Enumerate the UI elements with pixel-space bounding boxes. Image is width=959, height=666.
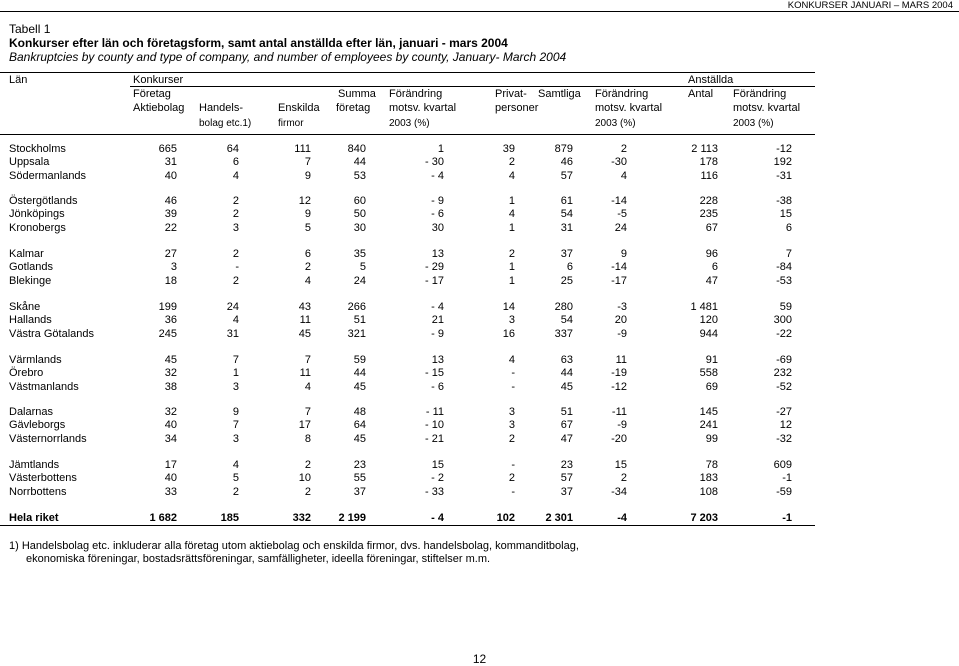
table-cell: 64 [226, 143, 239, 155]
table-cell: - 6 [431, 208, 444, 221]
col-header-enskilda: Enskilda [278, 102, 320, 114]
title-block [9, 22, 566, 64]
row-label: Jämtlands [9, 459, 60, 471]
table-cell: 45 [560, 380, 573, 393]
row-label: Kalmar [9, 248, 44, 260]
table-cell: 3 [508, 314, 515, 327]
table-cell: 11 [615, 354, 627, 366]
table-cell: 16 [502, 327, 515, 340]
table-cell: 44 [560, 367, 573, 380]
table-cell: -12 [611, 380, 627, 393]
table-cell: 4 [508, 208, 515, 221]
table-cell: 120 [699, 314, 718, 327]
col-header-year-3: 2003 (%) [733, 118, 774, 129]
footnote [9, 540, 579, 566]
table-cell: 14 [502, 301, 515, 313]
row-label: Kronobergs [9, 221, 66, 234]
table-cell: -52 [776, 380, 792, 393]
table-cell: 53 [353, 169, 366, 182]
table-cell: - 33 [425, 485, 444, 498]
table-cell: - 9 [431, 327, 444, 340]
table-cell: 51 [560, 406, 573, 418]
table-cell: -34 [611, 485, 627, 498]
table-cell: 67 [705, 221, 718, 234]
col-header-handels-2: bolag etc.1) [199, 118, 252, 129]
table-cell: 2 301 [545, 512, 573, 524]
row-label: Hallands [9, 314, 52, 327]
table-cell: 7 [304, 406, 311, 418]
table-cell: 2 [304, 485, 311, 498]
row-label: Södermanlands [9, 169, 87, 182]
table-cell: 13 [431, 354, 444, 366]
table-cell: 54 [560, 314, 573, 327]
table-cell: 178 [699, 156, 718, 169]
table-cell: -14 [611, 195, 627, 207]
table-cell: 40 [164, 169, 177, 182]
table-cell: -1 [782, 512, 792, 524]
table-cell: 60 [353, 195, 366, 207]
table-cell: 17 [164, 459, 177, 471]
table-cell: - [511, 459, 515, 471]
table-cell: 55 [353, 472, 366, 485]
table-cell: 6 [566, 261, 573, 274]
table-cell: - 29 [425, 261, 444, 274]
table-cell: - 4 [431, 169, 444, 182]
table-cell: - [511, 485, 515, 498]
table-cell: 33 [164, 485, 177, 498]
table-cell: 944 [699, 327, 718, 340]
table-cell: 57 [560, 472, 573, 485]
table-title-sv: Konkurser efter län och företagsform, samt antal anställda efter län, januari - mars 2004 [9, 36, 508, 50]
table-cell: 22 [164, 221, 177, 234]
table-cell: 2 [232, 274, 239, 287]
table-cell: -9 [617, 327, 627, 340]
table-cell: 24 [226, 301, 239, 313]
row-label: Dalarnas [9, 406, 54, 418]
table-cell: 7 [304, 354, 311, 366]
table-cell: 6 [711, 261, 718, 274]
table-cell: 45 [353, 380, 366, 393]
table-cell: -32 [776, 432, 792, 445]
table-cell: 2 113 [691, 143, 718, 155]
table-cell: -19 [611, 367, 627, 380]
table-cell: - [235, 261, 239, 274]
table-cell: -69 [776, 354, 792, 366]
table-cell: 4 [304, 274, 311, 287]
table-cell: 45 [164, 354, 177, 366]
table-cell: 5 [232, 472, 239, 485]
table-cell: 11 [299, 314, 311, 327]
table-cell: 46 [164, 195, 177, 207]
table-cell: 45 [298, 327, 311, 340]
table-cell: -59 [776, 485, 792, 498]
table-cell: - 15 [425, 367, 444, 380]
table-cell: 37 [560, 248, 573, 260]
table-cell: - 30 [425, 156, 444, 169]
table-cell: 4 [508, 354, 515, 366]
table-cell: 38 [164, 380, 177, 393]
table-cell: 1 [508, 221, 515, 234]
table-cell: 4 [304, 380, 311, 393]
page-number: 12 [472, 652, 487, 666]
table-cell: 39 [164, 208, 177, 221]
table-cell: 2 [232, 248, 239, 260]
table-cell: 59 [779, 301, 792, 313]
col-header-motsv-3: motsv. kvartal [733, 102, 801, 114]
col-header-year-2: 2003 (%) [595, 118, 636, 129]
row-label: Norrbottens [9, 485, 67, 498]
col-header-lan: Län [9, 74, 28, 86]
table-cell: 64 [353, 419, 366, 432]
table-cell: 25 [560, 274, 573, 287]
col-header-personer: personer [495, 102, 539, 114]
col-header-privat: Privat- [495, 88, 527, 100]
table-cell: 36 [164, 314, 177, 327]
table-cell: 57 [560, 169, 573, 182]
col-header-summa: Summa [338, 88, 376, 100]
table-cell: -1 [782, 472, 792, 485]
col-header-antal: Antal [688, 88, 714, 100]
table-cell: 2 [620, 143, 627, 155]
table-cell: 30 [431, 221, 444, 234]
table-cell: - 11 [425, 406, 444, 418]
table-cell: 2 [304, 261, 311, 274]
table-cell: 266 [347, 301, 366, 313]
table-cell: 337 [554, 327, 573, 340]
table-cell: 3 [508, 406, 515, 418]
table-cell: 20 [614, 314, 627, 327]
table-cell: 2 [232, 195, 239, 207]
col-header-year-1: 2003 (%) [389, 118, 430, 129]
table-cell: - 4 [431, 512, 444, 524]
table-cell: 34 [164, 432, 177, 445]
table-cell: 111 [294, 143, 311, 155]
table-cell: 228 [699, 195, 718, 207]
table-cell: -53 [776, 274, 792, 287]
table-cell: -30 [611, 156, 627, 169]
row-label: Västernorrlands [9, 432, 87, 445]
table-cell: 6 [232, 156, 239, 169]
table-cell: 7 203 [690, 512, 718, 524]
table-cell: 9 [620, 248, 627, 260]
col-header-motsv-1: motsv. kvartal [389, 102, 457, 114]
table-cell: 46 [560, 156, 573, 169]
table-cell: 15 [779, 208, 792, 221]
table-cell: 3 [232, 432, 239, 445]
table-cell: 2 [304, 459, 311, 471]
table-cell: 1 [508, 195, 515, 207]
table-cell: 1 [508, 274, 515, 287]
table-cell: 47 [705, 274, 718, 287]
table-cell: 37 [560, 485, 573, 498]
table-bottom-rule [0, 525, 815, 526]
table-cell: 665 [158, 143, 177, 155]
table-cell: 15 [614, 459, 627, 471]
table-cell: - 10 [425, 419, 444, 432]
table-cell: -17 [611, 274, 627, 287]
table-cell: 232 [773, 367, 792, 380]
table-cell: 27 [164, 248, 177, 260]
table-cell: 6 [304, 248, 311, 260]
table-cell: 18 [164, 274, 177, 287]
table-cell: 840 [347, 143, 366, 155]
table-cell: 50 [353, 208, 366, 221]
table-cell: 15 [431, 459, 444, 471]
table-cell: 4 [232, 169, 239, 182]
table-cell: 332 [292, 512, 311, 524]
table-cell: 61 [560, 195, 573, 207]
table-cell: 67 [560, 419, 573, 432]
table-cell: 1 [437, 143, 444, 155]
table-top-rule [0, 72, 815, 73]
row-label: Gotlands [9, 261, 54, 274]
running-header-text: KONKURSER JANUARI – MARS 2004 [787, 0, 953, 11]
table-cell: 31 [560, 221, 573, 234]
table-cell: 8 [304, 432, 311, 445]
table-cell: 116 [700, 169, 718, 182]
table-cell: 4 [232, 314, 239, 327]
table-cell: 4 [508, 169, 515, 182]
table-cell: 59 [353, 354, 366, 366]
table-cell: 32 [164, 406, 177, 418]
table-cell: 102 [496, 512, 515, 524]
table-cell: 609 [773, 459, 792, 471]
table-cell: 12 [298, 195, 311, 207]
table-cell: - 9 [431, 195, 444, 207]
table-cell: -31 [776, 169, 792, 182]
table-cell: 5 [359, 261, 366, 274]
footnote-line-2: ekonomiska föreningar, bostadsrättsföreningar, samfälligheter, ideella föreningar, stiftelser m.m. [26, 553, 491, 565]
table-cell: 24 [614, 221, 627, 234]
table-cell: 3 [170, 261, 177, 274]
table-cell: 185 [220, 512, 239, 524]
table-cell: 4 [620, 169, 627, 182]
table-cell: 280 [554, 301, 573, 313]
table-cell: 2 [508, 248, 515, 260]
table-cell: 321 [347, 327, 366, 340]
row-label: Örebro [9, 367, 44, 380]
table-cell: 2 [232, 485, 239, 498]
row-label: Stockholms [9, 143, 66, 155]
row-label: Västmanlands [9, 380, 79, 393]
table-cell: 199 [158, 301, 177, 313]
table-cell: 17 [298, 419, 311, 432]
table-cell: 5 [304, 221, 311, 234]
row-label: Västerbottens [9, 472, 77, 485]
row-label: Hela riket [9, 512, 59, 524]
row-label: Östergötlands [9, 195, 78, 207]
table-cell: 12 [779, 419, 792, 432]
table-cell: 1 682 [149, 512, 177, 524]
col-header-aktiebolag: Aktiebolag [133, 102, 185, 114]
table-cell: 7 [232, 354, 239, 366]
table-cell: 2 [508, 432, 515, 445]
table-cell: - [511, 380, 515, 393]
table-cell: 9 [304, 208, 311, 221]
table-cell: 2 199 [338, 512, 366, 524]
row-label: Jönköpings [9, 208, 65, 221]
table-cell: 91 [705, 354, 718, 366]
table-cell: 7 [304, 156, 311, 169]
col-header-handels: Handels- [199, 102, 244, 114]
table-cell: 24 [353, 274, 366, 287]
table-cell: 2 [508, 472, 515, 485]
table-cell: 300 [773, 314, 792, 327]
row-label: Västra Götalands [9, 327, 94, 340]
table-cell: 23 [353, 459, 366, 471]
table-cell: 23 [560, 459, 573, 471]
table-cell: 44 [353, 367, 366, 380]
table-cell: 879 [554, 143, 573, 155]
col-header-anstallda: Anställda [688, 74, 734, 86]
table-cell: 2 [508, 156, 515, 169]
table-cell: 3 [232, 221, 239, 234]
table-cell: 241 [699, 419, 718, 432]
table-cell: 96 [705, 248, 718, 260]
table-cell: -22 [776, 327, 792, 340]
table-cell: 2 [232, 208, 239, 221]
table-cell: 63 [560, 354, 573, 366]
row-label: Skåne [9, 301, 41, 313]
table-cell: 35 [353, 248, 366, 260]
table-cell: 6 [785, 221, 792, 234]
table-cell: 40 [164, 419, 177, 432]
running-header [0, 0, 959, 11]
table-cell: 108 [699, 485, 718, 498]
table-cell: 37 [353, 485, 366, 498]
table-cell: -4 [617, 512, 627, 524]
col-header-forandring-2: Förändring [595, 88, 649, 100]
table-cell: 3 [232, 380, 239, 393]
table-cell: 192 [773, 156, 792, 169]
table-cell: 39 [502, 143, 515, 155]
table-cell: 40 [164, 472, 177, 485]
table-cell: - 4 [431, 301, 444, 313]
table-cell: 32 [164, 367, 177, 380]
table-cell: 54 [560, 208, 573, 221]
table-cell: 99 [705, 432, 718, 445]
col-header-forandring-1: Förändring [389, 88, 443, 100]
col-header-motsv-2: motsv. kvartal [595, 102, 663, 114]
table-cell: 31 [226, 327, 239, 340]
col-header-foretag: Företag [133, 88, 171, 100]
table-cell: 4 [232, 459, 239, 471]
table-cell: -5 [617, 208, 627, 221]
table-cell: -84 [776, 261, 792, 274]
table-cell: - 17 [425, 274, 444, 287]
table-cell: - [511, 367, 515, 380]
table-cell: 183 [699, 472, 718, 485]
table-cell: -38 [776, 195, 792, 207]
table-cell: 13 [431, 248, 444, 260]
row-label: Värmlands [9, 354, 62, 366]
header-rule [0, 11, 959, 12]
table-cell: 145 [699, 406, 718, 418]
table-cell: -3 [617, 301, 627, 313]
col-header-summa-foretag: företag [336, 102, 371, 114]
footnote-line-1: 1) Handelsbolag etc. inkluderar alla företag utom aktiebolag och enskilda firmor, dvs. handelsbolag, kommanditbolag, [9, 540, 579, 552]
table-cell: 7 [785, 248, 792, 260]
row-label: Uppsala [9, 156, 50, 169]
table-label: Tabell 1 [9, 22, 51, 36]
table-cell: -20 [611, 432, 627, 445]
table-cell: 10 [298, 472, 311, 485]
table-cell: 48 [353, 406, 366, 418]
col-header-forandring-3: Förändring [733, 88, 787, 100]
col-header-konkurser: Konkurser [133, 74, 184, 86]
table-cell: 30 [353, 221, 366, 234]
table-cell: 1 [508, 261, 515, 274]
table-cell: 9 [304, 169, 311, 182]
table-cell: 51 [353, 314, 366, 327]
table-cell: 21 [431, 314, 444, 327]
table-cell: 3 [508, 419, 515, 432]
table-cell: 47 [560, 432, 573, 445]
table-cell: 1 481 [690, 301, 718, 313]
col-header-samtliga: Samtliga [538, 88, 581, 100]
table-cell: 245 [158, 327, 177, 340]
table-cell: 7 [232, 419, 239, 432]
table-cell: 1 [232, 367, 239, 380]
table-cell: -27 [776, 406, 792, 418]
header-bottom-rule [0, 134, 815, 135]
table-cell: - 2 [431, 472, 444, 485]
table-cell: 235 [699, 208, 718, 221]
table-cell: - 6 [431, 380, 444, 393]
table-cell: -12 [776, 143, 792, 155]
table-cell: 69 [705, 380, 718, 393]
table-cell: 45 [353, 432, 366, 445]
table-cell: 558 [699, 367, 718, 380]
table-cell: 78 [705, 459, 718, 471]
table-cell: 11 [299, 367, 311, 380]
table-cell: 44 [353, 156, 366, 169]
table-cell: 9 [232, 406, 239, 418]
table-cell: -14 [611, 261, 627, 274]
row-label: Blekinge [9, 274, 52, 287]
table-title-en: Bankruptcies by county and type of company, and number of employees by county, January- March 2004 [9, 50, 567, 64]
row-label: Gävleborgs [9, 419, 66, 432]
table-cell: -11 [611, 406, 627, 418]
table-cell: 31 [164, 156, 177, 169]
table-cell: - 21 [425, 432, 444, 445]
table-cell: 43 [298, 301, 311, 313]
col-header-enskilda-2: firmor [278, 118, 304, 129]
table-cell: -9 [617, 419, 627, 432]
table-cell: 2 [620, 472, 627, 485]
